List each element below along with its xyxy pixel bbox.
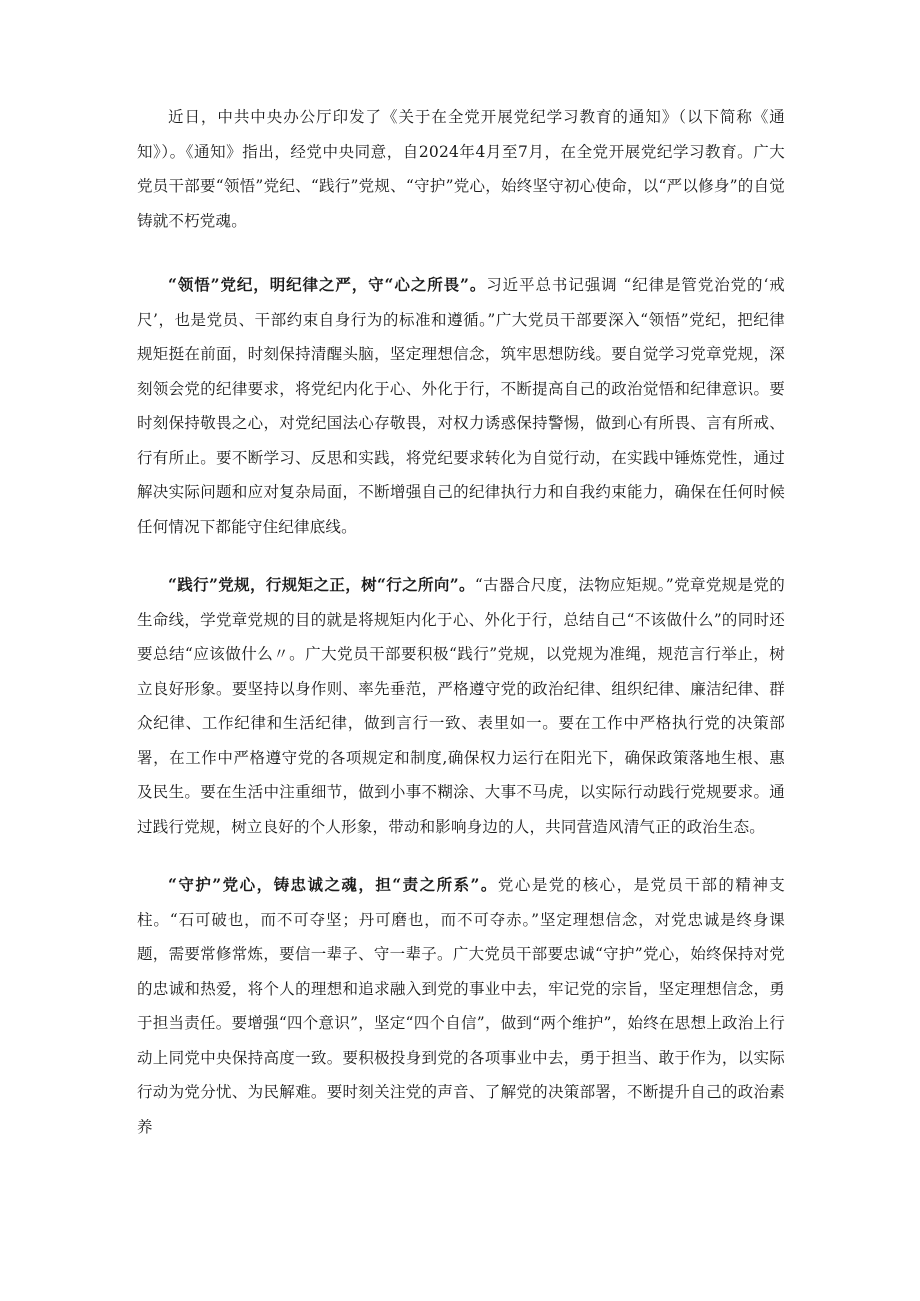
paragraph-section-3 bbox=[137, 868, 785, 1144]
paragraph-section-1 bbox=[137, 268, 785, 544]
paragraph-body: 党心是党的核心，是党员干部的精神支柱。“石可破也，而不可夺坚；丹可磨也，而不可夺赤。”坚定理想信念，对党忠诚是终身课题，需要常修常炼，要信一辈子、守一辈子。广大党员干部要忠诚“守护”党心，始终保持对党的忠诚和热爱，将个人的理想和追求融入到党的事业中去，牢记党的宗旨，坚定理想信念，勇于担当责任。要增强“四个意识”，坚定“四个自信”，做到“两个维护”，始终在思想上政治上行动上同党中央保持高度一致。要积极投身到党的各项事业中去，勇于担当、敢于作为，以实际行动为党分忧、为民解难。要时刻关注党的声音、了解党的决策部署，不断提升自己的政治素养 bbox=[137, 876, 785, 1136]
paragraph-body: 近日，中共中央办公厅印发了《关于在全党开展党纪学习教育的通知》（以下简称《通知》）。《通知》指出，经党中央同意，自2024年4月至7月，在全党开展党纪学习教育。广大党员干部要“领悟”党纪、“践行”党规、“守护”党心，始终坚守初心使命，以“严以修身”的自觉铸就不朽党魂。 bbox=[137, 108, 785, 230]
paragraph-section-2 bbox=[137, 568, 785, 844]
paragraph-body: “古器合尺度，法物应矩规。”党章党规是党的生命线，学党章党规的目的就是将规矩内化于心、外化于行，总结自己“不该做什么”的同时还要总结“应该做什么〃。广大党员干部要积极“践行”党规，以党规为准绳，规范言行举止，树立良好形象。要坚持以身作则、率先垂范，严格遵守党的政治纪律、组织纪律、廉洁纪律、群众纪律、工作纪律和生活纪律，做到言行一致、表里如一。要在工作中严格执行党的决策部署，在工作中严格遵守党的各项规定和制度,确保权力运行在阳光下，确保政策落地生根、惠及民生。要在生活中注重细节，做到小事不糊涂、大事不马虎，以实际行动践行党规要求。通过践行党规，树立良好的个人形象，带动和影响身边的人，共同营造风清气正的政治生态。 bbox=[137, 576, 785, 836]
paragraph-intro bbox=[137, 100, 785, 238]
paragraph-lead: “践行”党规，行规矩之正，树“行之所向”。 bbox=[168, 575, 475, 594]
document-page bbox=[137, 100, 785, 1168]
paragraph-body: 习近平总书记强调 “纪律是管党治党的‘戒尺’，也是党员、干部约束自身行为的标准和遵循。”广大党员干部要深入“领悟”党纪，把纪律规矩挺在前面，时刻保持清醒头脑，坚定理想信念，筑牢思想防线。要自觉学习党章党规，深刻领会党的纪律要求，将党纪内化于心、外化于行，不断提高自己的政治觉悟和纪律意识。要时刻保持敬畏之心，对党纪国法心存敬畏，对权力诱惑保持警惕，做到心有所畏、言有所戒、行有所止。要不断学习、反思和实践，将党纪要求转化为自觉行动，在实践中锤炼党性，通过解决实际问题和应对复杂局面，不断增强自己的纪律执行力和自我约束能力，确保在任何时候任何情况下都能守住纪律底线。 bbox=[137, 276, 785, 536]
paragraph-lead: “领悟”党纪，明纪律之严，守“心之所畏”。 bbox=[168, 275, 487, 294]
paragraph-lead: “守护”党心，铸忠诚之魂，担“责之所系”。 bbox=[168, 875, 498, 894]
